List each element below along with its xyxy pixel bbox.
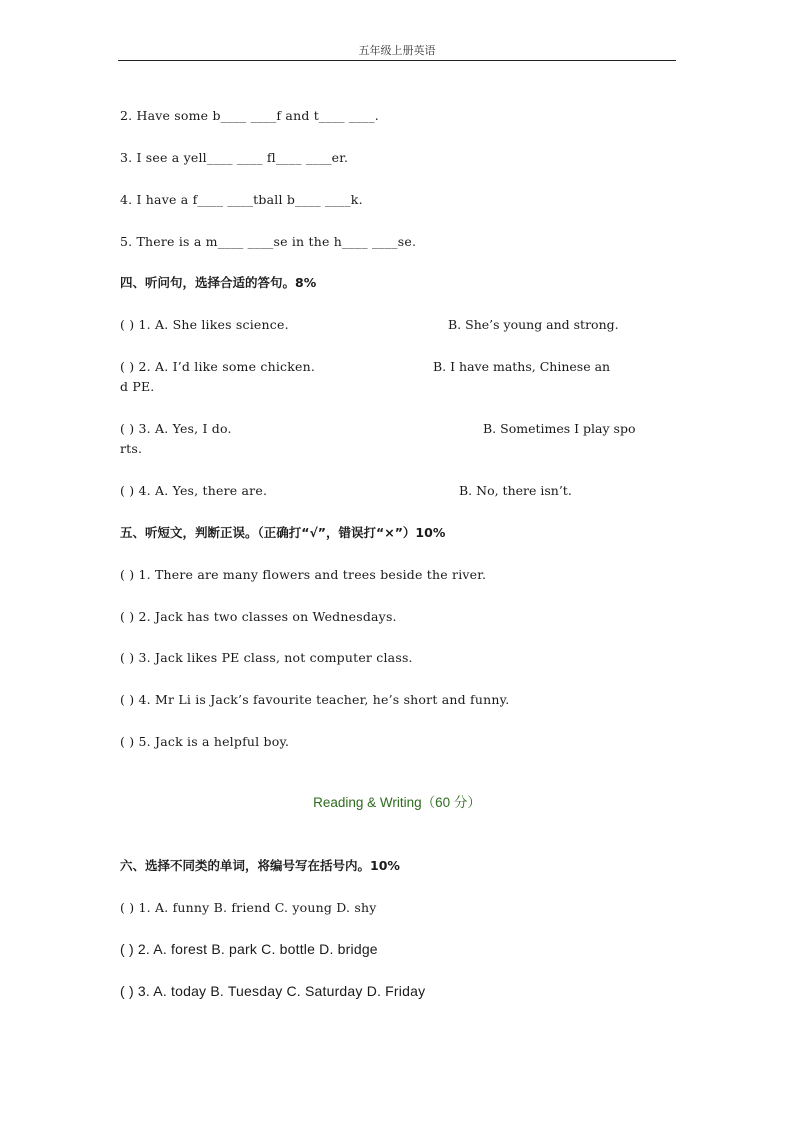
s4-q2-option-a: ( ) 2. A. I’d like some chicken. [120, 359, 316, 374]
s4-q2-continuation: d PE. [120, 379, 155, 394]
s6-item-2: ( ) 2. A. forest B. park C. bottle D. bridge [120, 941, 378, 957]
s4-q1-option-a: ( ) 1. A. She likes science. [120, 317, 289, 332]
header-divider [118, 60, 676, 61]
s5-item-2: ( ) 2. Jack has two classes on Wednesdays. [120, 609, 397, 624]
s4-q3-option-b: B. Sometimes I play spo [483, 421, 636, 436]
s5-item-3: ( ) 3. Jack likes PE class, not computer class. [120, 650, 413, 665]
s4-q3-option-a: ( ) 3. A. Yes, I do. [120, 421, 232, 436]
s4-q4-option-a: ( ) 4. A. Yes, there are. [120, 483, 268, 498]
fill-blank-item-5: 5. There is a m____ ____se in the h____ ____se. [120, 234, 417, 249]
s5-item-4: ( ) 4. Mr Li is Jack’s favourite teacher, he’s short and funny. [120, 692, 510, 707]
s5-item-1: ( ) 1. There are many flowers and trees beside the river. [120, 567, 487, 582]
s4-q3-continuation: rts. [120, 441, 143, 456]
s4-q4-option-b: B. No, there isn’t. [459, 483, 572, 498]
page-header-title: 五年级上册英语 [358, 44, 436, 57]
s5-item-5: ( ) 5. Jack is a helpful boy. [120, 734, 290, 749]
section-5-title: 五、听短文，判断正误。（正确打“√”，错误打“×”）10% [120, 525, 446, 540]
s6-item-1: ( ) 1. A. funny B. friend C. young D. shy [120, 900, 377, 915]
section-6-title: 六、选择不同类的单词，将编号写在括号内。10% [120, 858, 400, 873]
s4-q2-option-b: B. I have maths, Chinese an [433, 359, 611, 374]
reading-writing-heading: Reading & Writing（60 分） [313, 795, 481, 810]
section-4-title: 四、听问句，选择合适的答句。8% [120, 275, 317, 290]
fill-blank-item-3: 3. I see a yell____ ____ fl____ ____er. [120, 150, 349, 165]
fill-blank-item-2: 2. Have some b____ ____f and t____ ____. [120, 108, 379, 123]
s6-item-3: ( ) 3. A. today B. Tuesday C. Saturday D. Friday [120, 983, 426, 999]
fill-blank-item-4: 4. I have a f____ ____tball b____ ____k. [120, 192, 363, 207]
s4-q1-option-b: B. She’s young and strong. [448, 317, 619, 332]
